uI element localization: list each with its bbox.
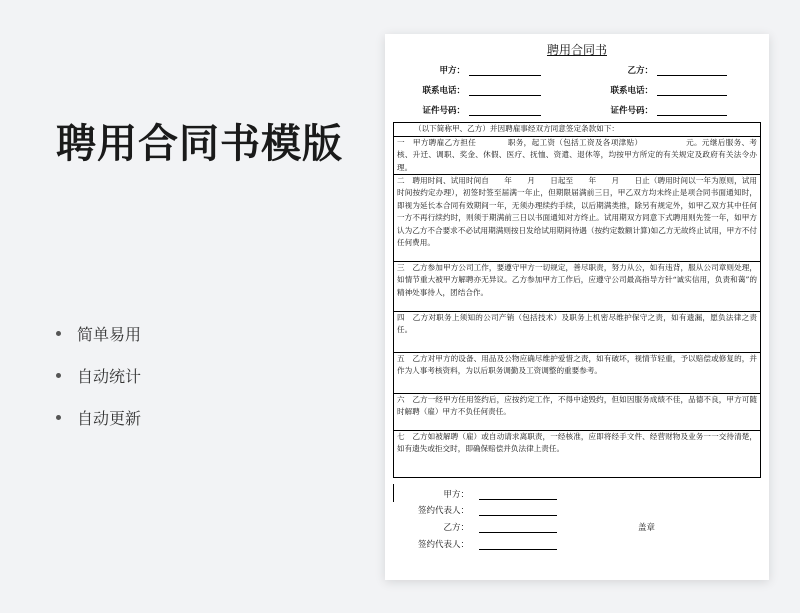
- section-text: 五 乙方对甲方的设备、用品及公物应确尽维护爱惜之责，如有破坏，视情节轻重，予以赔偿或修复的，并作为人事考核资料，为以后职务调勤及工资调整的重要参考。: [397, 354, 757, 376]
- feature-label: 简单易用: [77, 324, 142, 344]
- bullet-icon: [56, 373, 61, 378]
- bullet-icon: [56, 331, 61, 336]
- header-phone-a: [415, 84, 541, 96]
- header-party-a: [431, 64, 541, 76]
- feature-label: 自动更新: [77, 408, 142, 428]
- bullet-icon: [56, 415, 61, 420]
- section-text: 一 甲方聘雇乙方担任 职务，起工资（包括工资及各项津贴） 元。元继后服务、考核、升迁、调职、奖金、休假、医疗、抚恤、资遣、退休等，均按甲方所定的有关规定及政府有关法令办理。: [397, 138, 757, 172]
- sign-label: 乙方：: [443, 523, 469, 533]
- contract-section-5: [394, 353, 760, 394]
- blank-line: [479, 523, 557, 533]
- contract-section-1: [394, 137, 760, 175]
- section-text: 三 乙方参加甲方公司工作，要遵守甲方一切规定，善尽职责，努力从公，如有违背，服从公司章则处理，如情节重大被甲方解聘亦无异议。乙方参加甲方工作后，应遵守公司最高指导方针“诚实信用，负责和蔼”的精神处事待人，团结合作。: [397, 263, 757, 297]
- header-id-b: [607, 104, 727, 116]
- sign-label: 签约代表人：: [417, 506, 469, 516]
- blank-line: [469, 66, 541, 76]
- sign-party-a: [393, 488, 557, 500]
- blank-line: [479, 490, 557, 500]
- header-label: 乙方：: [627, 66, 653, 76]
- feature-item: [56, 312, 141, 354]
- blank-line: [479, 540, 557, 550]
- feature-list: [56, 312, 141, 438]
- signature-area: [393, 484, 761, 564]
- sign-rep-b: [393, 538, 557, 550]
- page-title: 聘用合同书模版: [56, 121, 343, 167]
- blank-line: [479, 506, 557, 516]
- header-label: 证件号码：: [610, 106, 653, 116]
- section-text: 六 乙方一经甲方任用签约后，应按约定工作，不得中途毁约，但如因服务成绩不佳，品德不良，甲方可随时解聘（雇）甲方不负任何责任。: [397, 395, 757, 417]
- feature-item: [56, 354, 141, 396]
- blank-line: [469, 86, 541, 96]
- seal-label: 盖章: [638, 523, 656, 533]
- section-text: （以下简称甲、乙方）并因聘雇事经双方同意签定条款如下：: [414, 124, 620, 133]
- contract-section-6: [394, 394, 760, 431]
- sign-rep-a: [393, 504, 557, 516]
- section-text: 二 聘用时间、试用时间自 年 月 日起至 年 月 日止（聘用时间以一年为原则，试用时间按约定办理），初签时签至届满一年止，但期限届满前三日，甲乙双方均未终止是项合同书面通知时，即视为延长本合同有效期间一年，无须办理续约手续，以后期满类推，除另有规定外，如甲乙双方其中任何一方不再行续约时，则须于期满前三日以书面通知对方终止。试用期双方同意下式聘用则先签一年，如甲方认为乙方不合要求不必试用期满则按日发给试用期间待遇（按约定数额计算)如乙方无故终止试用，甲方不付任何费用。: [397, 176, 757, 248]
- section-text: 七 乙方如被解聘（雇）或自动请求离职责，一经核准，应即将经手文件、经营财物及业务一一交待清楚，如有遗失或拒交时，即确保赔偿并负法律上责任。: [397, 432, 757, 454]
- blank-line: [657, 106, 727, 116]
- contract-table: [393, 122, 761, 478]
- header-label: 证件号码：: [422, 106, 465, 116]
- sign-party-b: [393, 521, 557, 533]
- document-preview: [385, 34, 769, 580]
- blank-line: [657, 86, 727, 96]
- header-label: 联系电话：: [422, 86, 465, 96]
- section-text: 四 乙方对职务上须知的公司产销（包括技术）及职务上机密尽维护保守之责，如有遗漏，愿负法律之责任。: [397, 313, 757, 335]
- header-id-a: [415, 104, 541, 116]
- feature-item: [56, 396, 141, 438]
- blank-line: [657, 66, 727, 76]
- header-label: 甲方：: [439, 66, 465, 76]
- contract-intro: [394, 123, 760, 137]
- sign-label: 甲方：: [443, 490, 469, 500]
- contract-section-2: [394, 175, 760, 262]
- left-panel: [0, 0, 380, 613]
- feature-label: 自动统计: [77, 366, 142, 386]
- blank-line: [469, 106, 541, 116]
- header-phone-b: [607, 84, 727, 96]
- header-label: 联系电话：: [610, 86, 653, 96]
- contract-section-7: [394, 431, 760, 477]
- header-party-b: [623, 64, 727, 76]
- contract-section-3: [394, 262, 760, 312]
- contract-section-4: [394, 312, 760, 353]
- document-title: 聘用合同书: [546, 43, 607, 57]
- sign-label: 签约代表人：: [417, 540, 469, 550]
